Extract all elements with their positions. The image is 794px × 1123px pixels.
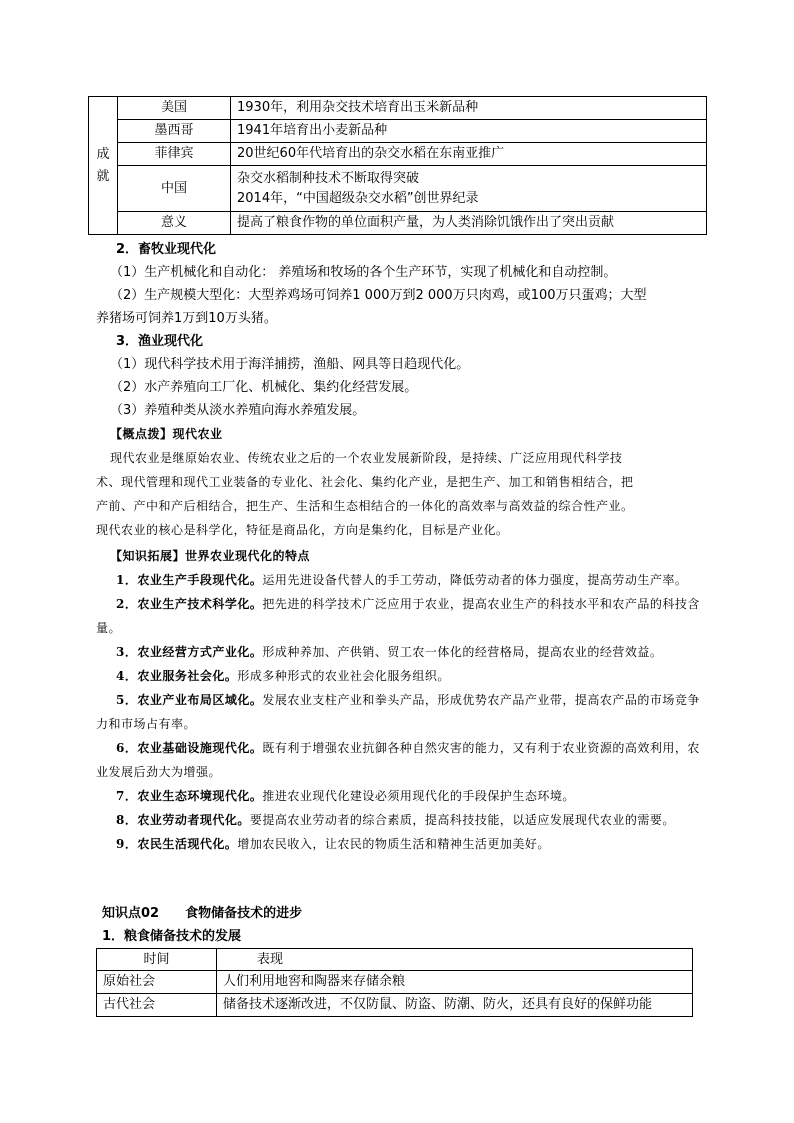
achievements-table <box>88 96 707 235</box>
list-item <box>96 664 700 688</box>
item-text: 既有利于增强农业抗御各种自然灾害的能力，又有利于农业资源的高效利用，农业发展后劲大为增强。 <box>96 741 700 779</box>
achievement-cell <box>231 166 707 212</box>
section-label-text <box>89 144 117 188</box>
list-item <box>96 568 700 592</box>
paragraph: （2）水产养殖向工厂化、机械化、集约化经营发展。 <box>110 380 418 395</box>
period-cell: 原始社会 <box>97 971 217 994</box>
list-item <box>96 808 700 832</box>
table-row <box>89 143 707 166</box>
extension-heading: 【知识拓展】世界农业现代化的特点 <box>110 549 311 563</box>
table-row <box>89 166 707 212</box>
achievement-cell: 20世纪60年代培育出的杂交水稻在东南亚推广 <box>231 143 707 166</box>
achievements-section-label <box>89 97 118 235</box>
item-title: 9．农民生活现代化。 <box>116 837 238 851</box>
header-time: 时间 <box>97 949 217 971</box>
achievement-cell: 1930年，利用杂交技术培育出玉米新品种 <box>231 97 707 120</box>
knowledge-point-heading: 知识点02 食物储备技术的进步 <box>102 906 303 921</box>
item-title: 8．农业劳动者现代化。 <box>116 813 250 827</box>
item-text: 形成种养加、产供销、贸工农一体化的经营格局，提高农业的经营效益。 <box>262 645 663 659</box>
paragraph: （3）养殖种类从淡水养殖向海水养殖发展。 <box>110 403 366 418</box>
significance-text: 提高了粮食作物的单位面积产量，为人类消除饥饿作出了突出贡献 <box>231 212 707 235</box>
item-text: 发展农业支柱产业和拳头产品，形成优势农产品产业带，提高农产品的市场竞争力和市场占有率。 <box>96 693 700 731</box>
item-text: 形成多种形式的农业社会化服务组织。 <box>237 669 450 683</box>
item-title: 2．农业生产技术科学化。 <box>116 597 263 611</box>
period-cell: 古代社会 <box>97 994 217 1017</box>
paragraph: （1）现代科学技术用于海洋捕捞，渔船、网具等日趋现代化。 <box>110 357 470 372</box>
list-item <box>96 640 700 664</box>
concept-line: 现代农业的核心是科学化，特征是商品化，方向是集约化，目标是产业化。 <box>96 523 509 537</box>
table-row <box>97 994 693 1017</box>
table-row <box>89 212 707 235</box>
concept-line: 产前、产中和产后相结合，把生产、生活和生态相结合的一体化的高效率与高效益的综合性产业。 <box>96 499 634 513</box>
country-cell: 美国 <box>118 97 231 120</box>
item-text: 推进农业现代化建设必须用现代化的手段保护生态环境。 <box>262 789 575 803</box>
grain-storage-table <box>96 948 693 1017</box>
sub-heading: 1．粮食储备技术的发展 <box>102 929 242 944</box>
section-heading: 2．畜牧业现代化 <box>116 242 217 257</box>
concept-heading: 【概点拨】现代农业 <box>110 427 223 441</box>
table-header-row <box>97 949 693 971</box>
achievement-line: 杂交水稻制种技术不断取得突破 <box>237 170 420 186</box>
section-label-char: 成 <box>96 146 110 162</box>
table-row <box>89 97 707 120</box>
list-item <box>96 784 700 808</box>
item-title: 4．农业服务社会化。 <box>116 669 238 683</box>
livestock-section <box>96 238 700 422</box>
concept-line: 术、现代管理和现代工业装备的专业化、社会化、集约化产业，是把生产、加工和销售相结合，把 <box>96 475 634 489</box>
item-text: 把先进的科学技术广泛应用于农业，提高农业生产的科技水平和农产品的科技含量。 <box>96 597 700 635</box>
list-item <box>96 688 700 736</box>
section-label-char: 就 <box>96 168 110 184</box>
paragraph: （1）生产机械化和自动化： 养殖场和牧场的各个生产环节，实现了机械化和自动控制。 <box>110 265 617 280</box>
item-title: 5．农业产业布局区域化。 <box>116 693 263 707</box>
section-heading: 3．渔业现代化 <box>116 334 204 349</box>
item-title: 3．农业经营方式产业化。 <box>116 645 263 659</box>
header-performance: 表现 <box>217 949 693 971</box>
table-row <box>97 971 693 994</box>
knowledge-point-section <box>96 902 700 948</box>
list-item <box>96 832 700 856</box>
country-cell: 中国 <box>118 166 231 212</box>
item-text: 要提高农业劳动者的综合素质，提高科技技能，以适应发展现代农业的需要。 <box>249 813 675 827</box>
performance-cell: 人们利用地窖和陶器来存储余粮 <box>217 971 693 994</box>
extension-section <box>96 544 700 856</box>
table-row <box>89 120 707 143</box>
achievement-line: 2014年，“中国超级杂交水稻”创世界纪录 <box>237 190 479 206</box>
paragraph: （2）生产规模大型化：大型养鸡场可饲养1 000万到2 000万只肉鸡，或100万只蛋鸡；大型 <box>110 288 647 303</box>
country-cell: 墨西哥 <box>118 120 231 143</box>
performance-cell: 储备技术逐渐改进，不仅防鼠、防盗、防潮、防火，还具有良好的保鲜功能 <box>217 994 693 1017</box>
achievement-cell: 1941年培育出小麦新品种 <box>231 120 707 143</box>
list-item <box>96 592 700 640</box>
paragraph: 养猪场可饲养1万到10万头猪。 <box>96 311 277 326</box>
list-item <box>96 736 700 784</box>
item-text: 增加农民收入，让农民的物质生活和精神生活更加美好。 <box>237 837 550 851</box>
country-cell: 菲律宾 <box>118 143 231 166</box>
extension-list <box>96 568 700 856</box>
concept-section <box>96 422 700 542</box>
item-title: 1．农业生产手段现代化。 <box>116 573 263 587</box>
significance-label: 意义 <box>118 212 231 235</box>
item-text: 运用先进设备代替人的手工劳动，降低劳动者的体力强度，提高劳动生产率。 <box>262 573 688 587</box>
item-title: 7．农业生态环境现代化。 <box>116 789 263 803</box>
concept-line: 现代农业是继原始农业、传统农业之后的一个农业发展新阶段，是持续、广泛应用现代科学技 <box>110 451 623 465</box>
item-title: 6．农业基础设施现代化。 <box>116 741 263 755</box>
